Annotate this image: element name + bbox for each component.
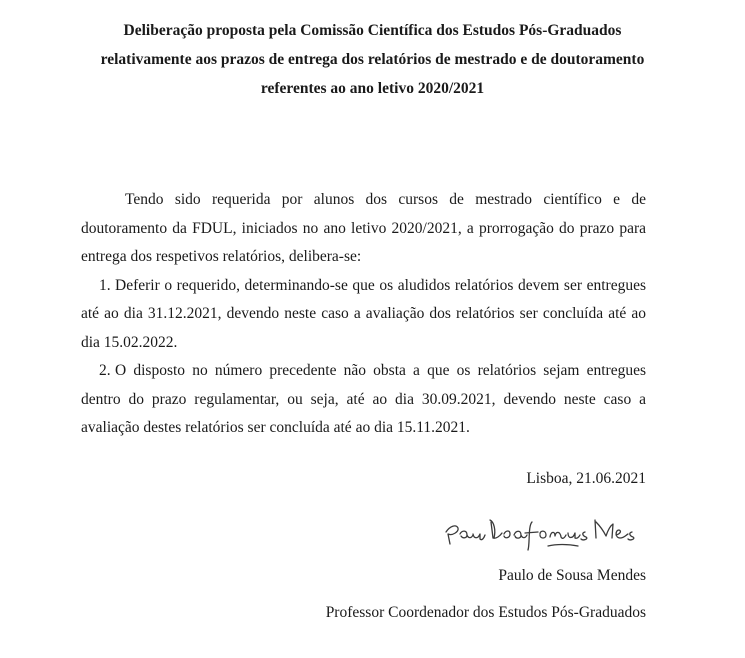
- place-and-date: Lisboa, 21.06.2021: [526, 470, 646, 487]
- handwritten-signature-icon: [440, 508, 652, 554]
- item-text: Deferir o requerido, determinando-se que os aludidos relatórios devem ser entregues até ao dia 31.12.2021, devendo neste caso a avaliação dos relatórios ser concluída até ao dia 15.02.2022.: [81, 276, 646, 351]
- signer-role: Professor Coordenador dos Estudos Pós-Graduados: [325, 604, 646, 621]
- title-line-3: referentes ao ano letivo 2020/2021: [260, 80, 485, 97]
- title-line-2: relativamente aos prazos de entrega dos relatórios de mestrado e de doutoramento: [100, 51, 645, 68]
- deliberation-item-2: [81, 357, 646, 443]
- intro-paragraph: Tendo sido requerida por alunos dos cursos de mestrado científico e de doutoramento da FDUL, iniciados no ano letivo 2020/2021, a prorrogação do prazo para entrega dos respetivos relatórios, delibera-se:: [81, 191, 646, 265]
- document-body: [81, 186, 646, 443]
- signer-name: Paulo de Sousa Mendes: [498, 567, 646, 584]
- item-number: 1.: [99, 276, 111, 294]
- title-line-1: Deliberação proposta pela Comissão Científica dos Estudos Pós-Graduados: [123, 22, 622, 39]
- item-text: O disposto no número precedente não obsta a que os relatórios sejam entregues dentro do prazo regulamentar, ou seja, até ao dia 30.09.2021, devendo neste caso a avaliação destes relatórios ser concluída até ao dia 15.11.2021.: [81, 362, 646, 436]
- item-number: 2.: [99, 362, 111, 379]
- deliberation-item-1: [81, 272, 646, 358]
- document-title: [60, 16, 685, 103]
